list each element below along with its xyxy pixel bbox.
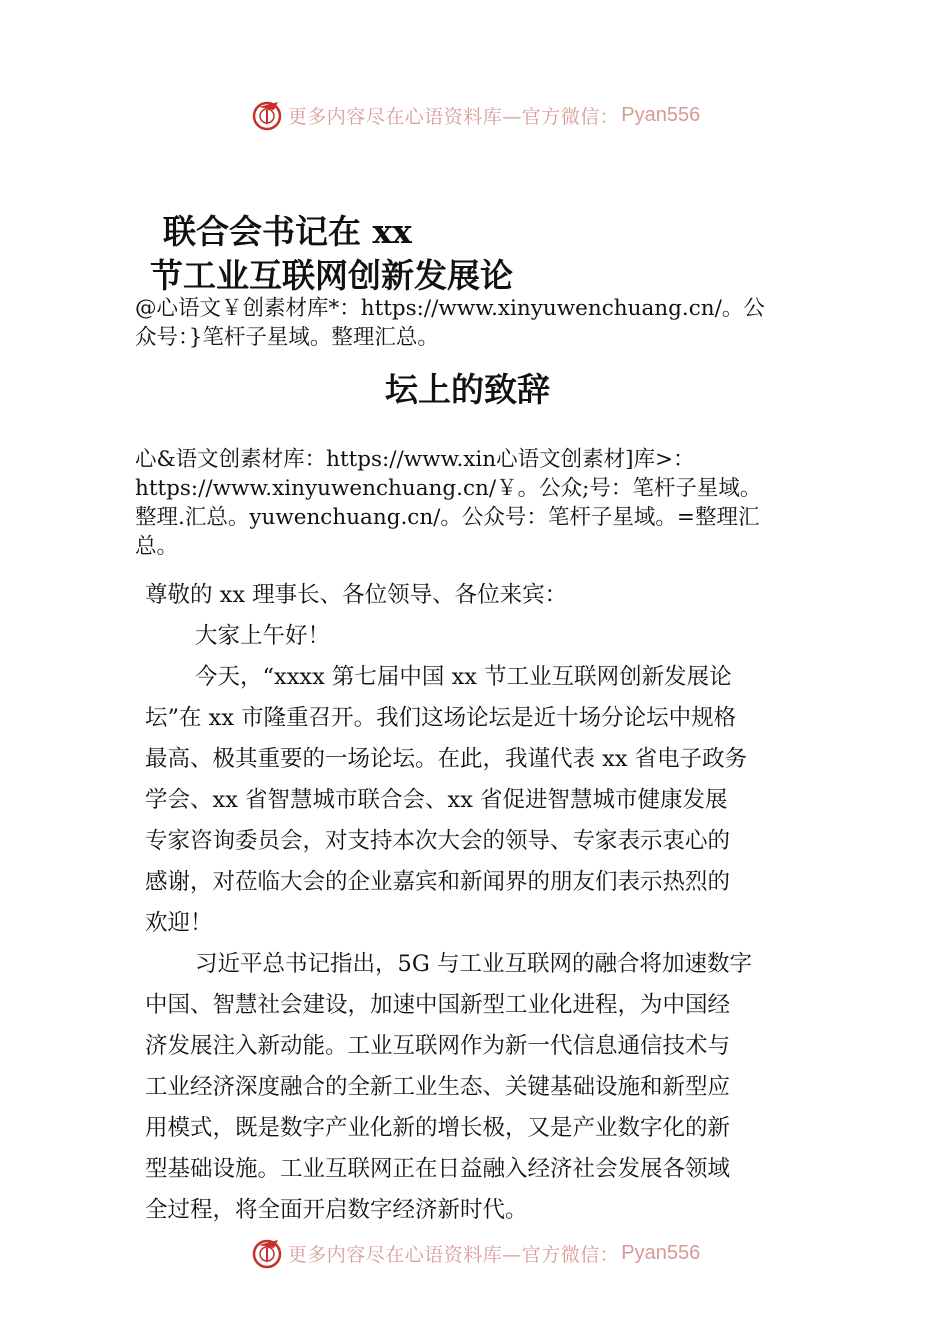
salutation: 尊敬的 xx 理事长、各位领导、各位来宾： [145,582,568,608]
watermark-text: 更多内容尽在心语资料库—官方微信： [287,1243,620,1266]
document-body [145,575,810,1231]
paragraph-2-line: 用模式，既是数字产业化新的增长极，又是产业数字化的新 [145,1115,731,1141]
paragraph-2-line: 中国、智慧社会建设，加速中国新型工业化进程，为中国经 [145,992,731,1018]
watermark-text: 更多内容尽在心语资料库—官方微信： [287,105,620,128]
paragraph-2-line: 全过程，将全面开启数字经济新时代。 [145,1197,528,1223]
meta-block-1 [135,294,835,352]
meta-line: 总。 [135,534,179,559]
paragraph-2-line: 习近平总书记指出，5G 与工业互联网的融合将加速数字 [195,951,752,977]
paragraph-1-line: 学会、xx 省智慧城市联合会、xx 省促进智慧城市健康发展 [145,787,728,813]
meta-block-2 [135,445,835,561]
brand-logo-icon [250,98,284,132]
meta-line: 心&语文创素材库：https://www.xin心语文创素材]库>： [135,447,695,472]
title-line-2: 节工业互联网创新发展论 [150,256,513,295]
paragraph-2-line: 型基础设施。工业互联网正在日益融入经济社会发展各领域 [145,1156,731,1182]
watermark-id: Pyan556 [621,1241,701,1264]
watermark-id: Pyan556 [621,103,701,126]
paragraph-1-line: 最高、极其重要的一场论坛。在此，我谨代表 xx 省电子政务 [145,746,748,772]
brand-logo-icon [250,1236,284,1270]
paragraph-2-line: 工业经济深度融合的全新工业生态、关键基础设施和新型应 [145,1074,731,1100]
paragraph-1-line: 坛”在 xx 市隆重召开。我们这场论坛是近十场分论坛中规格 [145,705,737,731]
meta-line: https://www.xinyuwenchuang.cn/￥。公众;号：笔杆子星域。 [135,476,762,501]
paragraph-1-line: 专家咨询委员会，对支持本次大会的领导、专家表示衷心的 [145,828,731,854]
greeting: 大家上午好！ [195,623,331,649]
meta-line: 整理.汇总。yuwenchuang.cn/。公众号：笔杆子星域。=整理汇 [135,505,760,530]
paragraph-1-line: 感谢，对莅临大会的企业嘉宾和新闻界的朋友们表示热烈的 [145,869,731,895]
meta-line: 众号：}笔杆子星域。整理汇总。 [135,325,439,350]
footer-watermark [0,1233,950,1273]
paragraph-1-line: 今天，“xxxx 第七届中国 xx 节工业互联网创新发展论 [195,664,732,690]
meta-line: @心语文￥创素材库*：https://www.xinyuwenchuang.cn/。公 [135,296,765,321]
title-line-3: 坛上的致辞 [385,370,550,409]
paragraph-2-line: 济发展注入新动能。工业互联网作为新一代信息通信技术与 [145,1033,731,1059]
header-watermark [0,95,950,135]
paragraph-1-line: 欢迎！ [145,910,213,936]
title-line-1: 联合会书记在 xx [163,212,412,251]
